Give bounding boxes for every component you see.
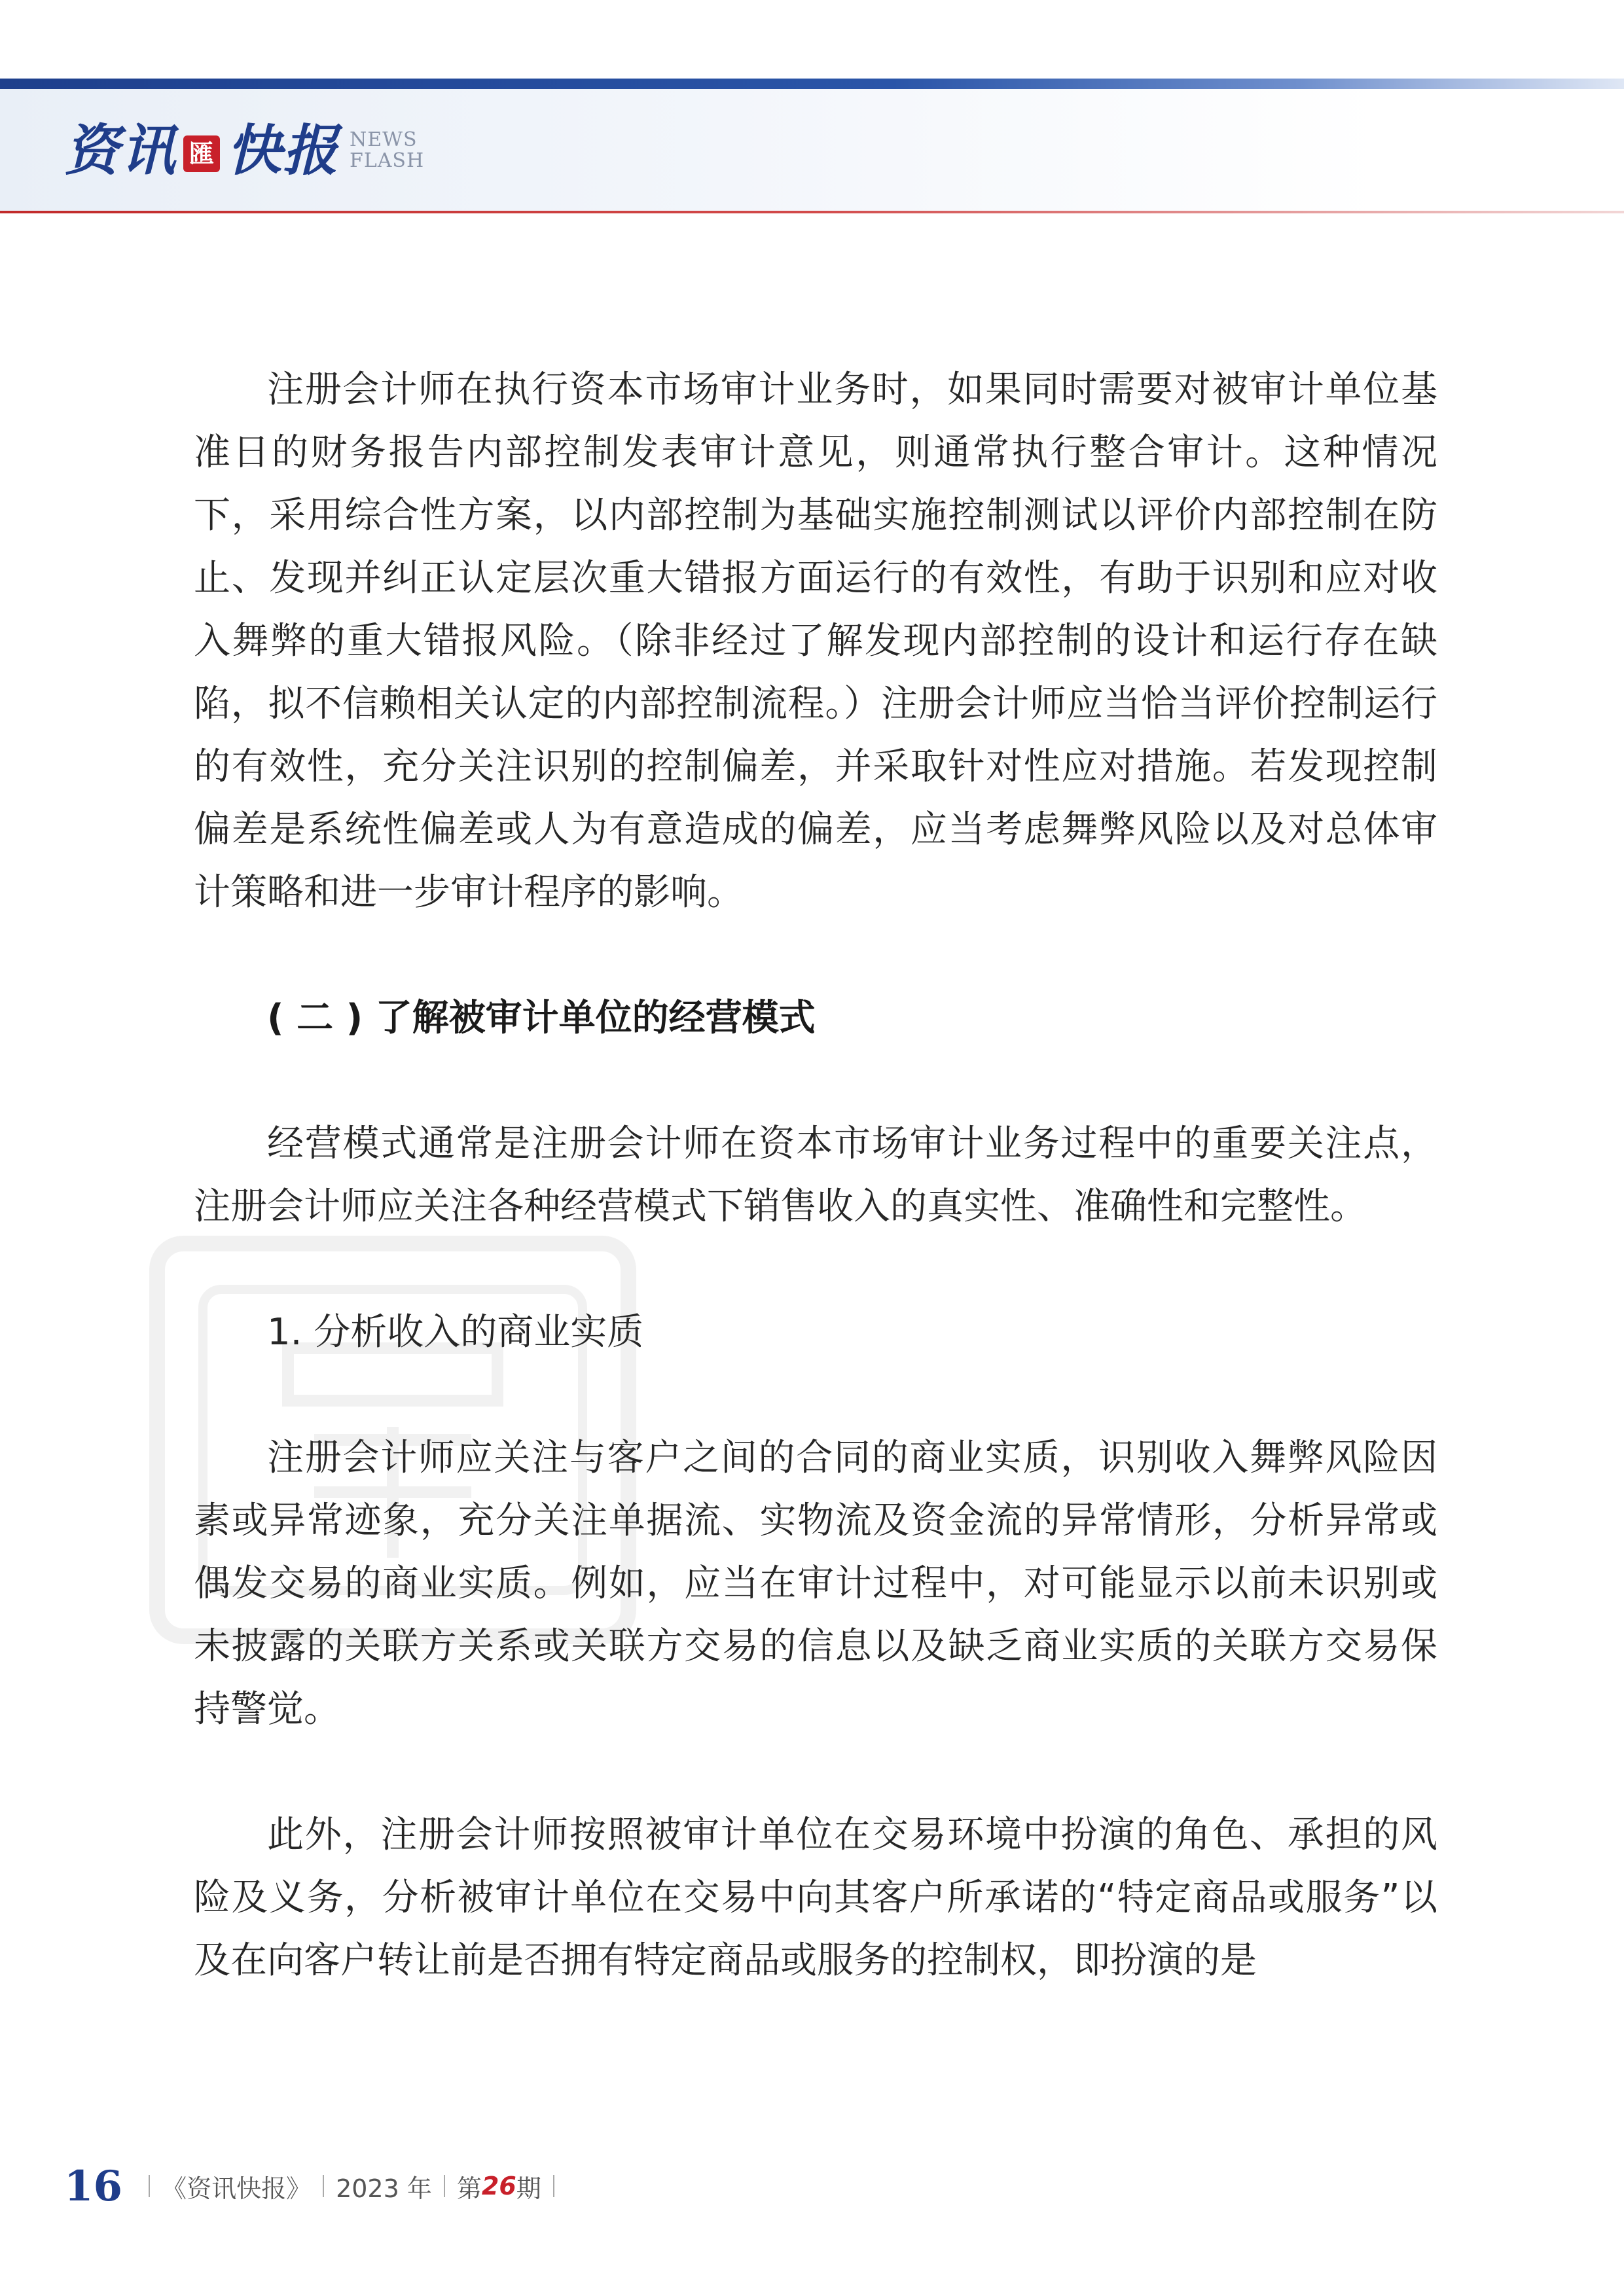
paragraph-commercial-substance: 注册会计师应关注与客户之间的合同的商业实质，识别收入舞弊风险因素或异常迹象，充分关注单据流、实物流及资金流的异常情形，分析异常或偶发交易的商业实质。例如，应当在审计过程中，对可能显示以前未识别或未披露的关联方关系或关联方交易的信息以及缺乏商业实质的关联方交易保持警觉。 xyxy=(194,1437,1437,1731)
logo-text-part1: 资讯 xyxy=(64,118,177,183)
logo-english xyxy=(350,130,424,171)
publication-name: 《资讯快报》 xyxy=(162,2174,312,2203)
page-footer xyxy=(64,2160,566,2212)
logo-english-line1: NEWS xyxy=(350,128,418,151)
paragraph-business-model: 经营模式通常是注册会计师在资本市场审计业务过程中的重要关注点，注册会计师应关注各种经营模式下销售收入的真实性、准确性和完整性。 xyxy=(194,1122,1437,1228)
issue-number: 26 xyxy=(481,2172,516,2200)
header-top-bar xyxy=(0,79,1624,89)
issue-prefix: 第 xyxy=(456,2174,482,2203)
paragraph-principal-agent: 此外，注册会计师按照被审计单位在交易环境中扮演的角色、承担的风险及义务，分析被审计单位在交易中向其客户所承诺的“特定商品或服务”以及在向客户转让前是否拥有特定商品或服务的控制权，即扮演的是 xyxy=(194,1814,1437,1982)
publication-year: 2023 年 xyxy=(336,2174,432,2203)
masthead-logo xyxy=(64,111,424,190)
article-body xyxy=(194,359,1437,1992)
header-rule xyxy=(0,211,1624,213)
logo-text-part2: 快报 xyxy=(226,118,340,183)
logo-english-line2: FLASH xyxy=(350,149,425,172)
paragraph-integrated-audit: 注册会计师在执行资本市场审计业务时，如果同时需要对被审计单位基准日的财务报告内部控制发表审计意见，则通常执行整合审计。这种情况下，采用综合性方案，以内部控制为基础实施控制测试以评价内部控制在防止、发现并纠正认定层次重大错报方面运行的有效性，有助于识别和应对收入舞弊的重大错报风险。（除非经过了解发现内部控制的设计和运行存在缺陷，拟不信赖相关认定的内部控制流程。）注册会计师应当恰当评价控制运行的有效性，充分关注识别的控制偏差，并采取针对性应对措施。若发现控制偏差是系统性偏差或人为有意造成的偏差，应当考虑舞弊风险以及对总体审计策略和进一步审计程序的影响。 xyxy=(194,368,1437,914)
page-number: 16 xyxy=(64,2161,123,2211)
section-heading: ( 二 ) 了解被审计单位的经营模式 xyxy=(267,997,816,1039)
issue-suffix: 期 xyxy=(516,2174,541,2203)
logo-seal-icon: 匯 xyxy=(183,135,220,172)
footer-divider xyxy=(553,2175,554,2197)
footer-divider xyxy=(149,2175,150,2197)
footer-divider xyxy=(444,2175,445,2197)
footer-divider xyxy=(323,2175,324,2197)
subsection-heading: 1. 分析收入的商业实质 xyxy=(267,1311,644,1354)
